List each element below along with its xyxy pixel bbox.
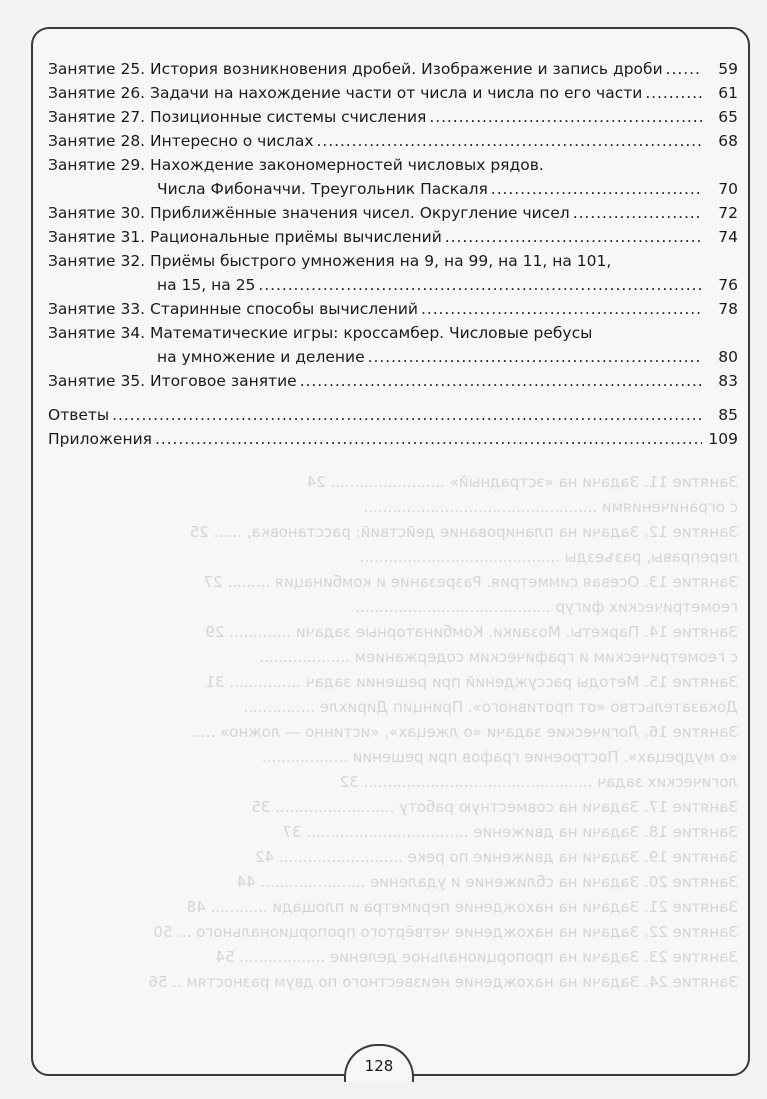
toc-entry-title: Занятие 28. Интересно о числах xyxy=(48,132,314,150)
toc-entry-title-continued: на умножение и деление xyxy=(157,348,365,366)
toc-entry-page: 74 xyxy=(718,228,738,246)
toc-entry-title: Занятие 27. Позиционные системы счисления xyxy=(48,108,427,126)
leader-dots xyxy=(317,129,702,153)
leader-dots xyxy=(112,403,702,427)
toc-entry-title: Ответы xyxy=(48,406,110,424)
toc-entry-page: 59 xyxy=(718,60,738,78)
toc-entry xyxy=(48,57,738,81)
toc-appendix xyxy=(48,427,738,451)
leader-dots xyxy=(666,57,702,81)
toc-entry-title: Приложения xyxy=(48,430,152,448)
toc-entry-page: 78 xyxy=(718,300,738,318)
leader-dots xyxy=(445,225,702,249)
leader-dots xyxy=(258,273,702,297)
bleed-through-text: Занятие 11. Задачи на «эстрадный» ........................ 24 с ограничениями ................................................. Занятие 12. Задачи на планирование действий: расстановка, ...... 25 переправы, разъезды .......................................... Занятие 13. Осевая симметрия. Разрезание и комбинация ......... 27 геометрических фигур ......................................... Занятие 14. Паркеты. Мозаики. Комбинаторные задачи ............. 29 с геометрическим и графическим содержанием ................... Занятие 15. Методы рассуждений при решении задач ............... 31 Доказательство «от противного». Принцип Дирихле ............... Занятие 16. Логические задачи «о лжецах», «истинно — ложно» ..... «о мудрецах». Построение графов при решении .................. логических задач ................................................ 32 Занятие 17. Задачи на совместную работу ......................... 35 Занятие 18. Задачи на движение .................................. 37 Занятие 19. Задачи на движение по реке .......................... 42 Занятие 20. Задачи на сближение и удаление ...................... 44 Занятие 21. Задачи на нахождение периметра и площади ............ 48 Занятие 22. Задачи на нахождение четвёртого пропорционального ... 50 Занятие 23. Задачи на пропорциональное деление .................. 54 Занятие 24. Задачи на нахождение неизвестного по двум разностям .. 56 xyxy=(148,473,738,991)
toc-entry-title: Занятие 34. Математические игры: кроссамбер. Числовые ребусы xyxy=(48,324,593,342)
toc-entry-page: 83 xyxy=(718,372,738,390)
toc-entry xyxy=(48,321,738,369)
toc-entry-title: Занятие 26. Задачи на нахождение части от числа и числа по его части xyxy=(48,84,643,102)
toc-entry-title-continued: на 15, на 25 xyxy=(157,276,256,294)
toc-entry-title: Занятие 25. История возникновения дробей. Изображение и запись дроби xyxy=(48,60,663,78)
toc-entry xyxy=(48,201,738,225)
leader-dots xyxy=(573,201,702,225)
toc-entry-page: 70 xyxy=(718,180,738,198)
leader-dots xyxy=(300,369,702,393)
toc-entry xyxy=(48,297,738,321)
toc-entry xyxy=(48,225,738,249)
toc-entry xyxy=(48,81,738,105)
toc-entry xyxy=(48,153,738,201)
leader-dots xyxy=(429,105,702,129)
toc-entry-title: Занятие 29. Нахождение закономерностей числовых рядов. xyxy=(48,156,544,174)
toc-entry-page: 65 xyxy=(718,108,738,126)
toc-entry-title: Занятие 33. Старинные способы вычислений xyxy=(48,300,418,318)
page-number: 128 xyxy=(344,1044,414,1082)
toc-entry-page: 68 xyxy=(718,132,738,150)
leader-dots xyxy=(421,297,702,321)
toc-entry-title: Занятие 31. Рациональные приёмы вычислений xyxy=(48,228,442,246)
leader-dots xyxy=(645,81,702,105)
toc-entry-page: 80 xyxy=(718,348,738,366)
leader-dots xyxy=(155,427,702,451)
toc-entry-page: 85 xyxy=(718,406,738,424)
toc-entry-title: Занятие 30. Приближённые значения чисел. Округление чисел xyxy=(48,204,570,222)
toc-entry xyxy=(48,129,738,153)
toc-entry-page: 109 xyxy=(708,430,738,448)
toc-entry-page: 72 xyxy=(718,204,738,222)
toc-answers xyxy=(48,403,738,427)
toc-entry-title: Занятие 32. Приёмы быстрого умножения на 9, на 99, на 11, на 101, xyxy=(48,252,612,270)
toc-entry-page: 76 xyxy=(718,276,738,294)
leader-dots xyxy=(491,177,702,201)
toc-entry-title-continued: Числа Фибоначчи. Треугольник Паскаля xyxy=(157,180,488,198)
leader-dots xyxy=(368,345,702,369)
toc-entry-page: 61 xyxy=(718,84,738,102)
toc-entry xyxy=(48,105,738,129)
toc-entry-title: Занятие 35. Итоговое занятие xyxy=(48,372,297,390)
table-of-contents xyxy=(48,57,738,451)
toc-entry xyxy=(48,249,738,297)
toc-entry xyxy=(48,369,738,393)
